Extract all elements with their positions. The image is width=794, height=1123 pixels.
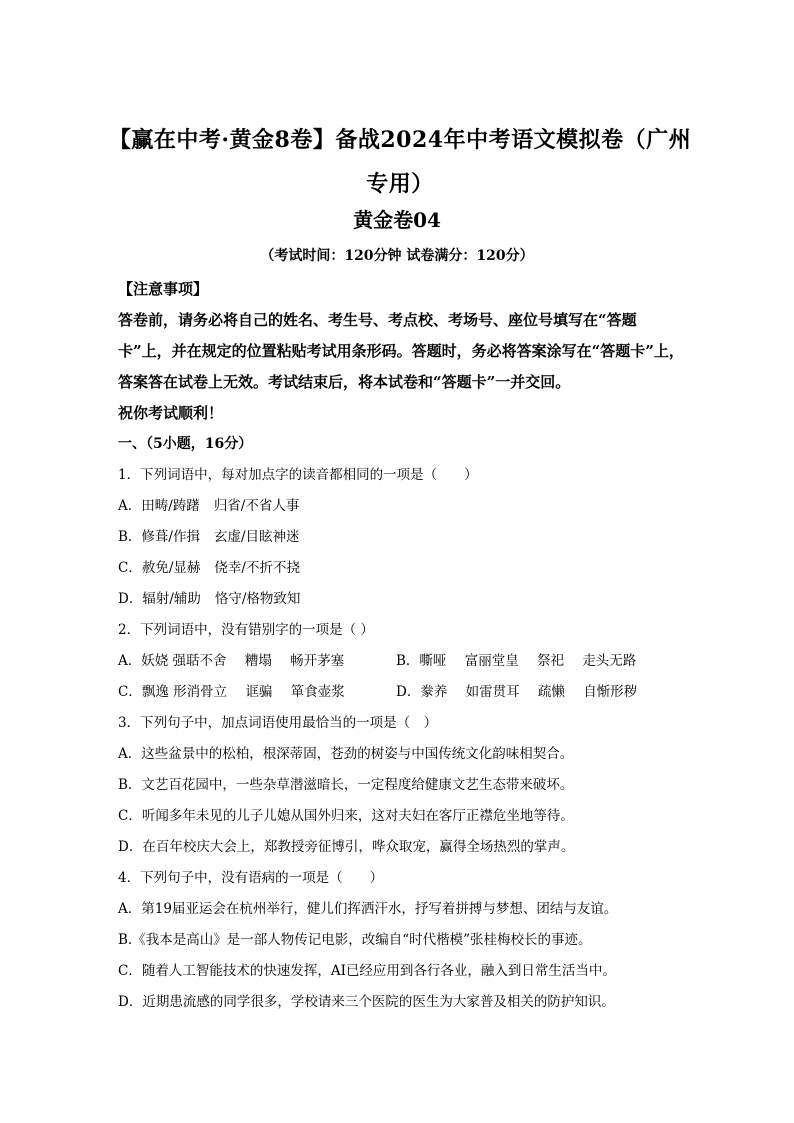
option-b: B.《我本是高山》是一部人物传记电影，改编自“时代楷模”张桂梅校长的事迹。 — [118, 932, 592, 948]
option-part: 富丽堂皇 — [464, 653, 519, 669]
question-2 — [118, 615, 688, 708]
question-1 — [118, 460, 688, 615]
paper-subtitle: 黄金卷04 — [353, 208, 441, 232]
question-stem: 2．下列词语中，没有错别字的一项是（ ） — [118, 622, 374, 638]
question-stem: 1．下列词语中，每对加点字的读音都相同的一项是（ ） — [118, 467, 478, 483]
option-part: 祭祀 — [537, 653, 565, 669]
option-part: 侥幸/不折不挠 — [214, 560, 300, 576]
question-3 — [118, 708, 688, 863]
option-a — [118, 646, 396, 677]
option-part: D．豢养 — [396, 684, 448, 700]
option-b — [396, 646, 636, 677]
notice-text: 答卷前，请务必将自己的姓名、考生号、考点校、考场号、座位号填写在“答题卡”上，并在规定的位置粘贴考试用条形码。答题时，务必将答案涂写在“答题卡”上，答案答在试卷上无效。考试结束后，将本试卷和“答题卡”一并交回。 — [118, 311, 684, 391]
question-stem: 3．下列句子中，加点词语使用最恰当的一项是（ ） — [118, 715, 438, 731]
option-part: 自惭形秽 — [583, 684, 638, 700]
question-stem: 4．下列句子中，没有语病的一项是（ ） — [118, 870, 384, 886]
option-d: D．在百年校庆大会上，郑教授旁征博引，哗众取宠，赢得全场热烈的掌声。 — [118, 839, 575, 855]
option-part: 畅开茅塞 — [290, 653, 345, 669]
option-d: D．近期患流感的同学很多，学校请来三个医院的医生为大家普及相关的防护知识。 — [118, 994, 615, 1010]
option-part: 疏懒 — [537, 684, 565, 700]
option-a: A．第19届亚运会在杭州举行，健儿们挥洒汗水，抒写着拼搏与梦想、团结与友谊。 — [118, 901, 618, 917]
option-b: B．文艺百花园中，一些杂草潜滋暗长，一定程度给健康文艺生态带来破坏。 — [118, 777, 574, 793]
option-c — [118, 553, 688, 584]
option-b — [118, 522, 688, 553]
question-4 — [118, 863, 688, 1018]
notice-section — [118, 274, 688, 429]
option-part: 玄虚/目眩神迷 — [213, 529, 300, 545]
option-c: C．随着人工智能技术的快速发挥，AI已经应用到各行各业，融入到日常生活当中。 — [118, 963, 616, 979]
page-title: 【赢在中考·黄金8卷】备战2024年中考语文模拟卷（广州专用） — [108, 127, 692, 197]
option-row-ab — [118, 646, 688, 677]
option-part: B．嘶哑 — [396, 653, 447, 669]
option-part: 如雷贯耳 — [465, 684, 520, 700]
option-d — [118, 584, 688, 615]
option-part: A．田畴/踌躇 — [118, 498, 200, 514]
option-a: A．这些盆景中的松柏，根深蒂固，苍劲的树姿与中国传统文化韵味相契合。 — [118, 746, 574, 762]
option-part: D．辐射/辅助 — [118, 591, 201, 607]
option-part: 糟塌 — [244, 653, 272, 669]
notice-heading: 【注意事项】 — [118, 280, 209, 298]
option-a — [118, 491, 688, 522]
option-c: C．听闻多年未见的儿子儿媳从国外归来，这对夫妇在客厅正襟危坐地等待。 — [118, 808, 574, 824]
option-part: C．赦免/显赫 — [118, 560, 201, 576]
option-part: C．飘逸 形消骨立 — [118, 684, 228, 700]
exam-info: （考试时间：120分钟 试卷满分：120分） — [260, 248, 534, 264]
option-d — [396, 677, 637, 708]
section-heading: 一、（5小题，16分） — [118, 436, 253, 452]
option-c — [118, 677, 396, 708]
option-part: 恪守/格物致知 — [214, 591, 301, 607]
option-part: 归省/不省人事 — [213, 498, 300, 514]
option-part: 箪食壶浆 — [290, 684, 345, 700]
option-row-cd — [118, 677, 688, 708]
option-part: 诓骗 — [245, 684, 273, 700]
questions-section — [118, 429, 688, 1018]
notice-wish: 祝你考试顺利！ — [118, 404, 224, 422]
option-part: A．妖娆 强聒不舍 — [118, 653, 227, 669]
option-part: B．修葺/作揖 — [118, 529, 200, 545]
option-part: 走头无路 — [582, 653, 637, 669]
